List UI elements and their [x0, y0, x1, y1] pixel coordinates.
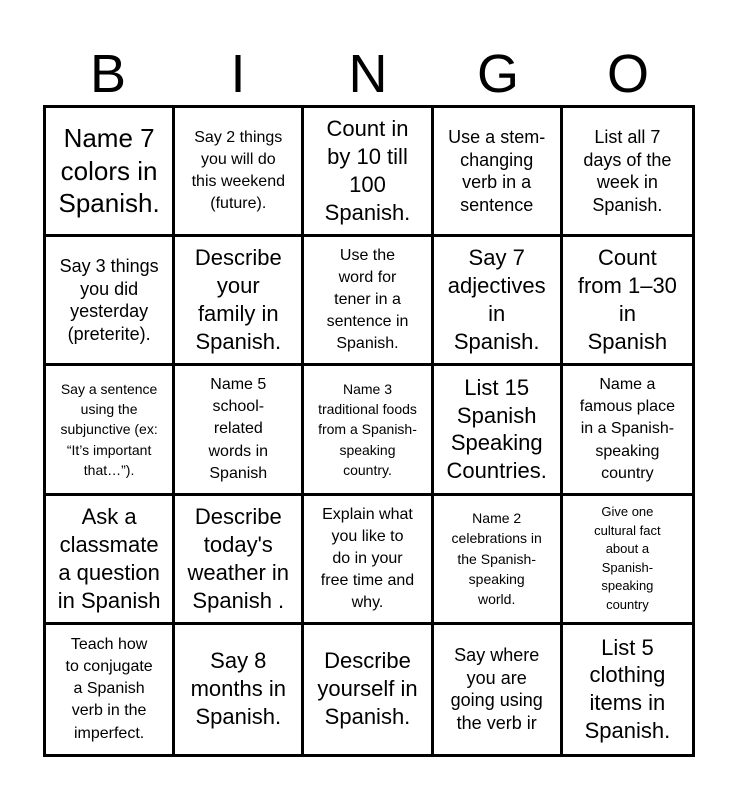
bingo-cell-r3-c3[interactable]	[304, 366, 433, 495]
header-letter-g: G	[476, 44, 519, 104]
bingo-cell-r1-c3[interactable]	[304, 108, 433, 237]
bingo-cell-r2-c1[interactable]	[46, 237, 175, 366]
header-letter-n: N	[348, 44, 388, 104]
bingo-cell-r5-c2[interactable]	[175, 625, 304, 754]
bingo-cell-r1-c5[interactable]	[563, 108, 692, 237]
cell-text: Use a stem- changing verb in a sentence	[448, 127, 546, 215]
cell-text: Ask a classmate a question in Spanish	[57, 503, 161, 613]
cell-text: Explain what you like to do in your free time and why.	[320, 505, 415, 611]
bingo-cell-r4-c4[interactable]	[434, 496, 563, 625]
bingo-cell-r3-c4[interactable]	[434, 366, 563, 495]
cell-text: Count in by 10 till 100 Spanish.	[324, 116, 411, 226]
cell-text: Teach how to conjugate a Spanish verb in the imperfect.	[65, 636, 153, 742]
bingo-cell-r2-c2[interactable]	[175, 237, 304, 366]
cell-text: Name a famous place in a Spanish- speaking country	[579, 376, 675, 482]
cell-text: Name 2 celebrations in the Spanish- speaking world.	[451, 509, 542, 608]
cell-text: Use the word for tener in a sentence in Spanish.	[326, 247, 409, 353]
cell-text: Describe your family in Spanish.	[194, 245, 282, 355]
bingo-cell-r1-c4[interactable]	[434, 108, 563, 237]
cell-text: Say where you are going using the verb ir	[450, 645, 543, 733]
bingo-cell-r5-c3[interactable]	[304, 625, 433, 754]
bingo-cell-r4-c1[interactable]	[46, 496, 175, 625]
bingo-cell-r4-c5[interactable]	[563, 496, 692, 625]
bingo-cell-r3-c2[interactable]	[175, 366, 304, 495]
bingo-cell-r4-c3[interactable]	[304, 496, 433, 625]
cell-text: Say 3 things you did yesterday (preterite).	[59, 256, 159, 344]
bingo-cell-r2-c4[interactable]	[434, 237, 563, 366]
bingo-cell-r4-c2[interactable]	[175, 496, 304, 625]
bingo-cell-r3-c5[interactable]	[563, 366, 692, 495]
cell-text: Describe yourself in Spanish.	[317, 648, 418, 730]
bingo-cell-r5-c1[interactable]	[46, 625, 175, 754]
header-letter-i: I	[230, 44, 246, 104]
cell-text: Name 5 school- related words in Spanish	[208, 376, 269, 482]
bingo-cell-r5-c5[interactable]	[563, 625, 692, 754]
cell-text: List all 7 days of the week in Spanish.	[583, 127, 672, 215]
bingo-cell-r1-c2[interactable]	[175, 108, 304, 237]
bingo-cell-r1-c1[interactable]	[46, 108, 175, 237]
cell-text: Give one cultural fact about a Spanish- speaking country	[594, 504, 661, 612]
cell-text: List 15 Spanish Speaking Countries.	[446, 374, 547, 484]
cell-text: List 5 clothing items in Spanish.	[584, 634, 671, 744]
bingo-cell-r3-c1[interactable]	[46, 366, 175, 495]
cell-text: Name 7 colors in Spanish.	[58, 123, 160, 219]
cell-text: Count from 1–30 in Spanish	[577, 245, 677, 355]
cell-text: Say a sentence using the subjunctive (ex: “It’s important that…”).	[60, 380, 158, 478]
bingo-board	[43, 105, 695, 757]
cell-text: Say 8 months in Spanish.	[190, 648, 286, 730]
header-letter-b: B	[89, 44, 127, 104]
cell-text: Name 3 traditional foods from a Spanish- speaking country.	[318, 380, 417, 478]
cell-text: Say 7 adjectives in Spanish.	[447, 245, 546, 355]
cell-text: Describe today's weather in Spanish .	[187, 503, 290, 613]
header-letter-o: O	[606, 44, 649, 104]
bingo-header	[43, 44, 693, 104]
cell-text: Say 2 things you will do this weekend (future).	[191, 128, 285, 213]
bingo-cell-r2-c5[interactable]	[563, 237, 692, 366]
bingo-cell-r2-c3[interactable]	[304, 237, 433, 366]
bingo-cell-r5-c4[interactable]	[434, 625, 563, 754]
